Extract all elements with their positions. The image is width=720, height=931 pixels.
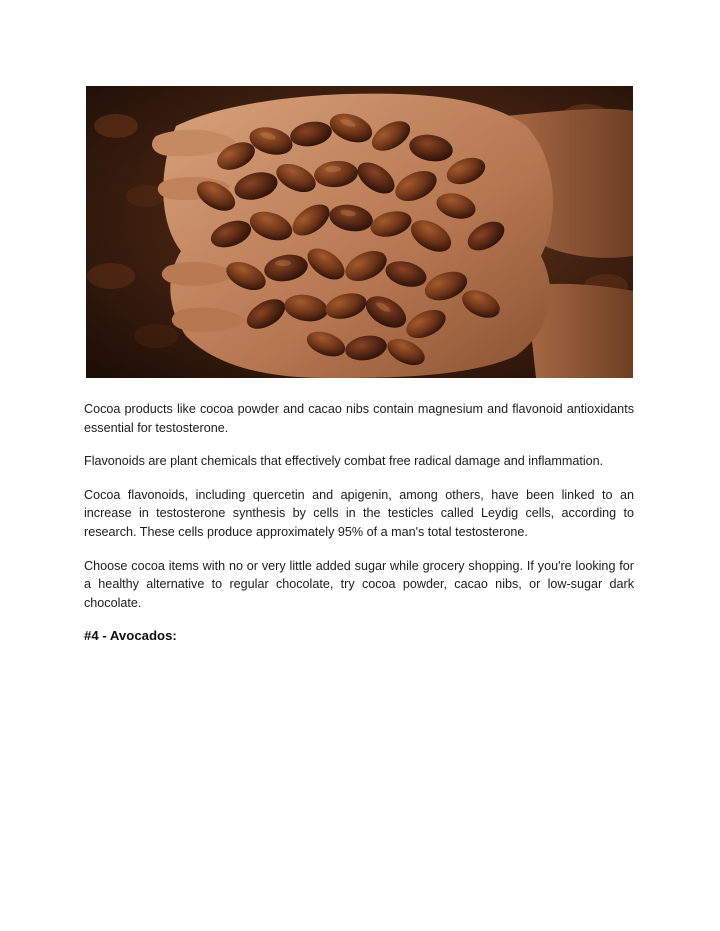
paragraph-shopping-advice: Choose cocoa items with no or very little added sugar while grocery shopping. If you're looking for a healthy alternative to regular chocolate, try cocoa powder, cacao nibs, or low-sugar dark chocolate.: [84, 558, 634, 610]
section-heading-avocados: #4 - Avocados:: [84, 628, 177, 644]
cacao-beans-photo: [86, 86, 633, 378]
paragraph-cocoa-products: Cocoa products like cocoa powder and cacao nibs contain magnesium and flavonoid antioxidants essential for testosterone.: [84, 402, 634, 435]
article-body: [84, 400, 634, 645]
paragraph-flavonoids: Flavonoids are plant chemicals that effectively combat free radical damage and inflammation.: [84, 454, 604, 469]
paragraph-cocoa-flavonoids-research: Cocoa flavonoids, including quercetin and apigenin, among others, have been linked to an increase in testosterone synthesis by cells in the testicles called Leydig cells, according to research. These cells produce approximately 95% of a man's total testosterone.: [84, 487, 634, 539]
